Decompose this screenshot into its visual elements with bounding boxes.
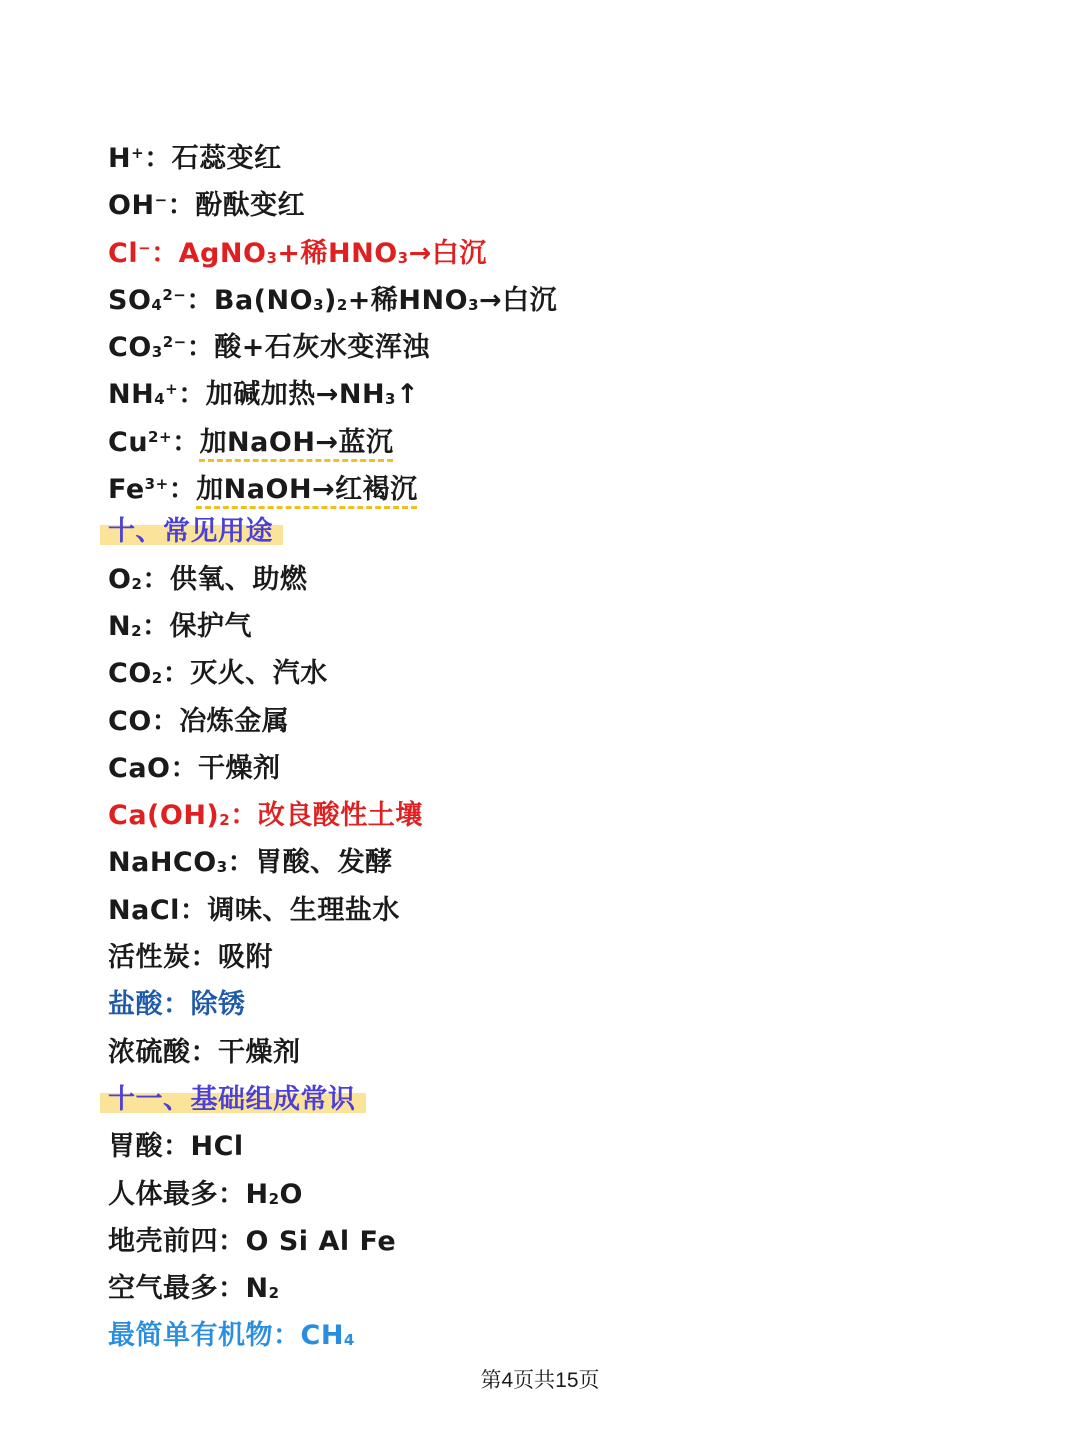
subscript: 3 [216,858,228,877]
text: ：保护气 [142,610,253,642]
line-nh4-ion [108,366,1008,413]
line-nacl [108,887,1008,934]
text: +稀HNO [277,237,398,269]
line-co [108,698,1008,745]
superscript: 2− [162,285,187,304]
text: ：灭火、汽水 [162,658,328,690]
text: CO [108,658,152,690]
subscript: 4 [343,1331,355,1350]
line-co2 [108,650,1008,697]
subscript: 4 [154,390,166,409]
notes-page [108,130,1008,1360]
line-so4-ion [108,272,1008,319]
text: Ca(OH) [108,800,220,832]
line-sulfuric-acid [108,1029,1008,1076]
text: Cl [108,237,139,269]
line-caoh2 [108,792,1008,839]
subscript: 2 [268,1189,280,1208]
section-heading-basics [108,1076,1008,1123]
subscript: 2 [131,574,143,593]
line-co3-ion [108,319,1008,366]
text: ↑ [395,379,420,411]
text: H [108,143,132,174]
heading-text: 十一、基础组成常识 [108,1083,356,1115]
text: ：石蕊变红 [144,143,282,174]
heading-text: 十、常见用途 [108,516,273,548]
text: +稀HNO [347,284,469,316]
line-cao [108,745,1008,792]
line-cl-ion [108,225,1008,272]
line-crust-top4 [108,1218,1008,1265]
section-heading-uses [108,508,1008,555]
line-air-most [108,1265,1008,1312]
line-activated-carbon [108,934,1008,981]
text: 最简单有机物：CH [108,1320,344,1352]
text: ：酚酞变红 [167,190,306,222]
text: CaO：干燥剂 [108,752,281,784]
text: SO [108,284,152,316]
subscript: 2 [268,1284,280,1303]
text: 活性炭：吸附 [108,942,273,974]
text: O [108,563,132,595]
text: ：胃酸、发酵 [227,847,393,879]
line-nahco3 [108,839,1008,886]
text: N [108,610,132,642]
text: Fe [108,474,145,506]
line-n2 [108,603,1008,650]
underlined-text: 加NaOH→红褐沉 [196,474,418,506]
text: ：供氧、助燃 [142,563,308,595]
text: ：AgNO [151,237,267,269]
subscript: 2 [151,669,163,688]
subscript: 4 [151,295,163,314]
text: NH [108,379,155,411]
subscript: 3 [397,248,409,267]
subscript: 3 [266,248,278,267]
superscript: 2− [162,333,187,352]
subscript: 2 [131,621,143,640]
superscript: 3+ [144,475,169,494]
line-h-ion [108,130,1008,177]
page-number: 第4页共15页 [480,1369,600,1392]
text: CO：冶炼金属 [108,705,290,737]
subscript: 3 [151,343,163,362]
heading-highlight-wrap [108,516,273,547]
text: Cu [108,426,149,458]
text: ：酸+石灰水变浑浊 [186,332,430,364]
subscript: 3 [385,390,396,409]
text: ) [324,284,337,316]
line-o2 [108,556,1008,603]
text: CO [108,332,152,364]
superscript: + [165,380,179,399]
line-stomach-acid [108,1123,1008,1170]
text: 盐酸：除锈 [108,989,246,1021]
heading-highlight-wrap [108,1084,356,1115]
text: NaCl：调味、生理盐水 [108,894,400,926]
subscript: 3 [468,295,479,314]
line-cu-ion [108,414,1008,461]
line-body-most [108,1171,1008,1218]
text: 浓硫酸：干燥剂 [108,1036,301,1068]
text: ：加碱加热→NH [178,379,386,411]
text: ：改良酸性土壤 [230,800,423,832]
text: NaHCO [108,847,217,879]
text: 空气最多：N [108,1273,269,1305]
line-simplest-organic [108,1312,1008,1359]
text: ： [168,474,197,506]
underlined-text: 加NaOH→蓝沉 [199,426,394,458]
text: O [279,1178,303,1210]
line-hydrochloric-acid [108,981,1008,1028]
superscript: − [138,238,152,257]
text: 胃酸：HCl [108,1131,244,1163]
subscript: 3 [313,295,324,314]
text: →白沉 [479,284,558,316]
text: ：Ba(NO [186,284,314,316]
subscript: 2 [219,811,231,830]
text: OH [108,190,155,222]
line-fe-ion [108,461,1008,508]
line-oh-ion [108,177,1008,224]
text: ： [172,426,200,458]
superscript: 2+ [148,427,173,446]
superscript: − [154,191,168,210]
text: 地壳前四：O Si Al Fe [108,1225,397,1257]
text: 人体最多：H [108,1178,269,1210]
subscript: 2 [336,295,348,314]
text: →白沉 [408,237,487,269]
superscript: + [131,144,145,162]
